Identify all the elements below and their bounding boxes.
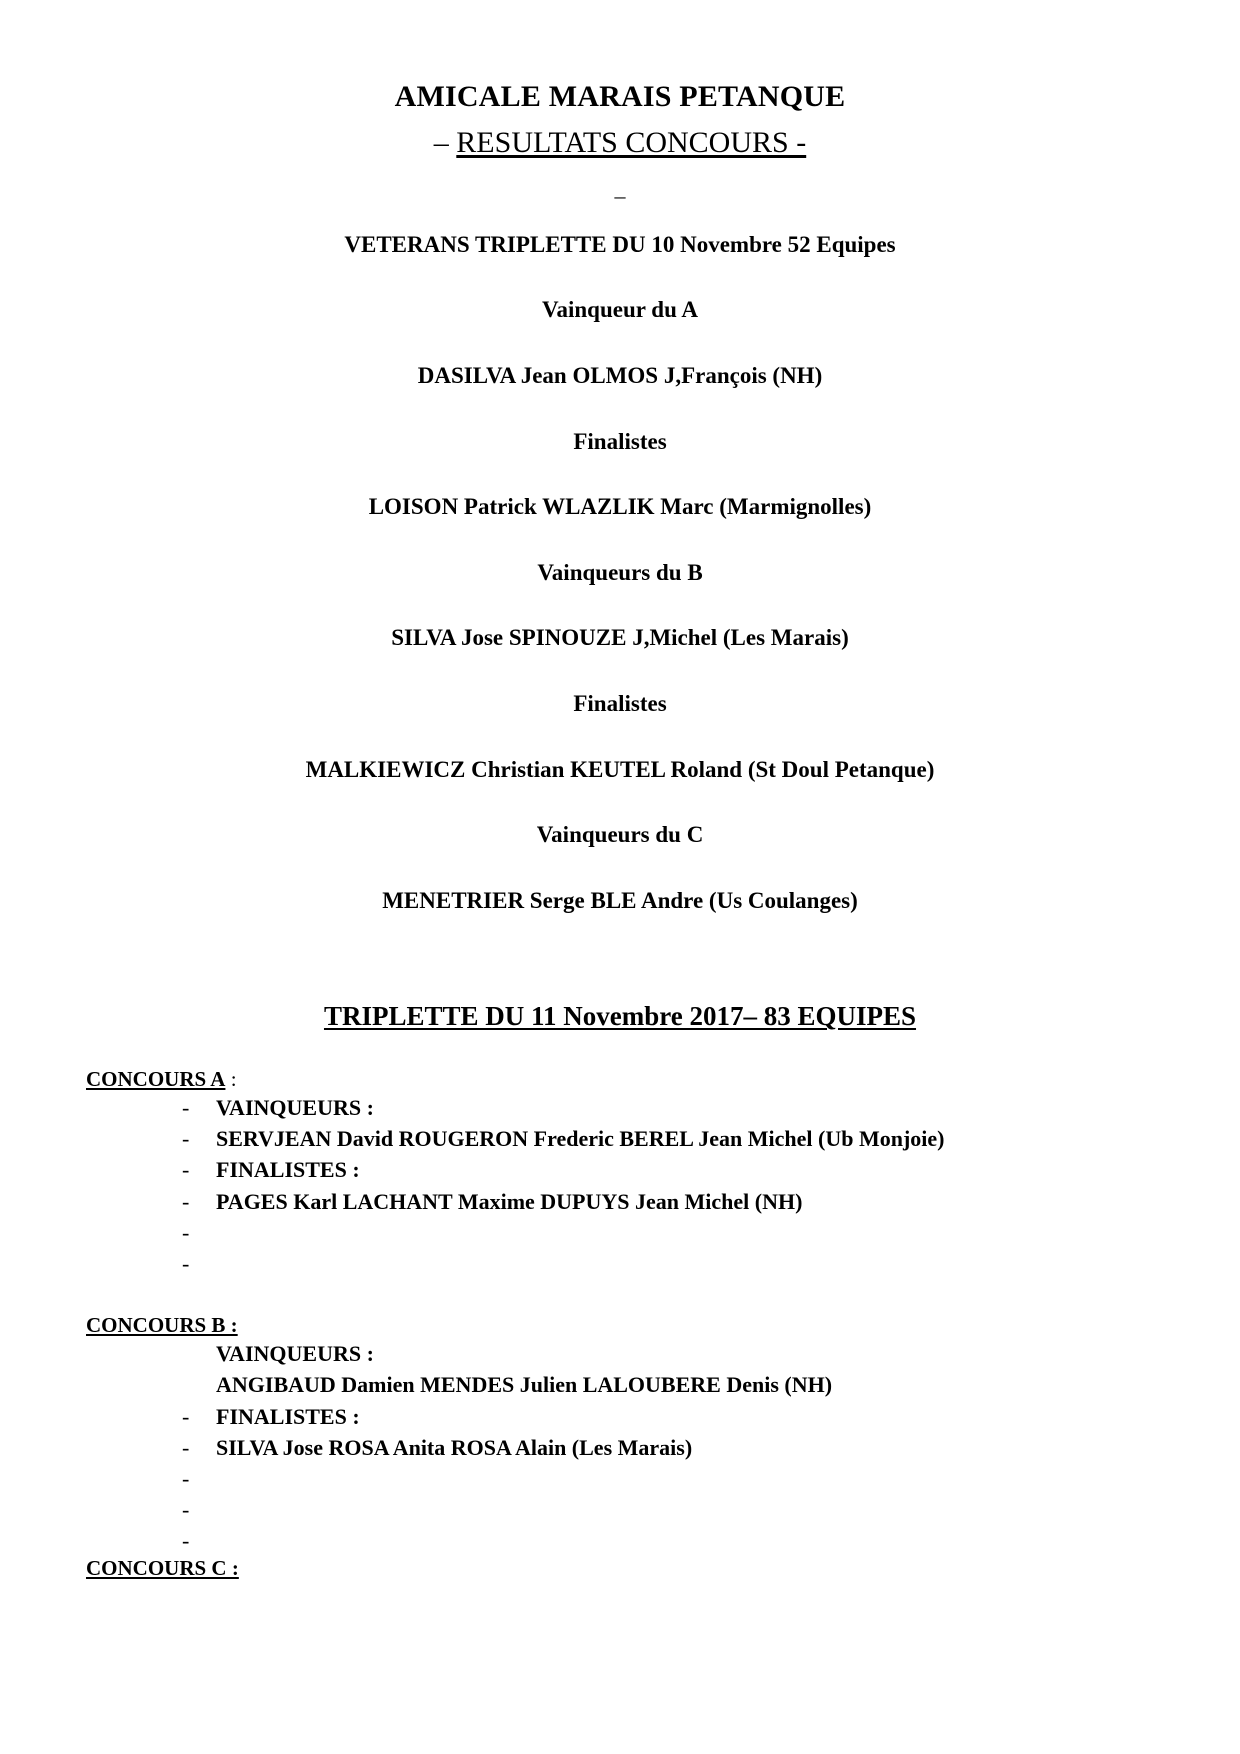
list-item xyxy=(86,1494,1240,1525)
event1-line-winner-a: DASILVA Jean OLMOS J,François (NH) xyxy=(417,363,823,389)
concours-a-label: CONCOURS A xyxy=(86,1066,226,1091)
event1-line-vainqueurs-b: Vainqueurs du B xyxy=(537,559,703,585)
bullet-dash: - xyxy=(182,1528,190,1554)
results-underlined-text: RESULTATS CONCOURS - xyxy=(456,125,807,159)
bullet-dash: - xyxy=(182,1157,190,1183)
list-item-text: VAINQUEURS : xyxy=(216,1095,374,1120)
list-item-text: SERVJEAN David ROUGERON Frederic BEREL Jean Michel (Ub Monjoie) xyxy=(216,1126,945,1152)
list-item xyxy=(86,1123,1240,1154)
concours-b-heading xyxy=(0,1279,1240,1338)
list-item xyxy=(86,1217,1240,1248)
list-item-text: ANGIBAUD Damien MENDES Julien LALOUBERE Denis (NH) xyxy=(216,1372,833,1398)
list-item xyxy=(86,1248,1240,1279)
event2-title xyxy=(0,914,1240,1032)
list-item-text: FINALISTES : xyxy=(216,1403,360,1429)
event1-line-finalist-a: LOISON Patrick WLAZLIK Marc (Marmignolles) xyxy=(368,494,872,520)
event1-line-vainqueur-a: Vainqueur du A xyxy=(542,297,698,323)
event2-title-text: TRIPLETTE DU 11 Novembre 2017– 83 EQUIPES xyxy=(323,1001,917,1032)
list-item xyxy=(86,1525,1240,1556)
event1-line-finalistes-b: Finalistes xyxy=(573,691,667,717)
bullet-dash: - xyxy=(182,1219,190,1245)
list-item-text: FINALISTES : xyxy=(216,1157,360,1183)
concours-c-heading xyxy=(0,1556,1240,1581)
list-item xyxy=(86,1186,1240,1217)
concours-a-list xyxy=(0,1092,1240,1279)
bullet-dash: - xyxy=(182,1497,190,1523)
list-item-text: PAGES Karl LACHANT Maxime DUPUYS Jean Michel (NH) xyxy=(216,1188,803,1214)
list-item xyxy=(86,1401,1240,1432)
concours-b-label: CONCOURS B : xyxy=(86,1312,238,1337)
concours-a-colon: : xyxy=(225,1066,237,1091)
event1-line-finalist-b: MALKIEWICZ Christian KEUTEL Roland (St Doul Petanque) xyxy=(305,756,935,782)
list-item xyxy=(86,1092,1240,1123)
bullet-dash: - xyxy=(182,1403,190,1429)
bullet-dash: - xyxy=(182,1188,190,1214)
results-dash-prefix: – xyxy=(433,125,457,159)
list-item xyxy=(86,1154,1240,1185)
list-item-text: VAINQUEURS : xyxy=(216,1341,374,1367)
list-item xyxy=(86,1369,1240,1400)
concours-a-heading xyxy=(0,1033,1240,1092)
separator-dash: – xyxy=(614,182,626,208)
list-item xyxy=(86,1463,1240,1494)
event1-title: VETERANS TRIPLETTE DU 10 Novembre 52 Equipes xyxy=(344,231,896,257)
bullet-dash: - xyxy=(182,1434,190,1460)
concours-c-label: CONCOURS C : xyxy=(86,1556,239,1581)
bullet-dash: - xyxy=(182,1250,190,1276)
event1-line-winner-b: SILVA Jose SPINOUZE J,Michel (Les Marais) xyxy=(391,625,849,651)
page-title: AMICALE MARAIS PETANQUE xyxy=(394,80,846,113)
event1-line-winner-c: MENETRIER Serge BLE Andre (Us Coulanges) xyxy=(382,887,858,913)
bullet-dash: - xyxy=(182,1095,190,1120)
event1-line-finalistes-a: Finalistes xyxy=(573,428,667,454)
event2-block xyxy=(0,914,1240,1581)
list-item xyxy=(86,1338,1240,1369)
results-subtitle xyxy=(0,116,1240,161)
bullet-dash: - xyxy=(182,1466,190,1492)
list-item xyxy=(86,1432,1240,1463)
event1-line-vainqueurs-c: Vainqueurs du C xyxy=(536,822,704,848)
concours-b-list xyxy=(0,1338,1240,1556)
list-item-text: SILVA Jose ROSA Anita ROSA Alain (Les Marais) xyxy=(216,1434,693,1460)
bullet-dash: - xyxy=(182,1126,190,1152)
